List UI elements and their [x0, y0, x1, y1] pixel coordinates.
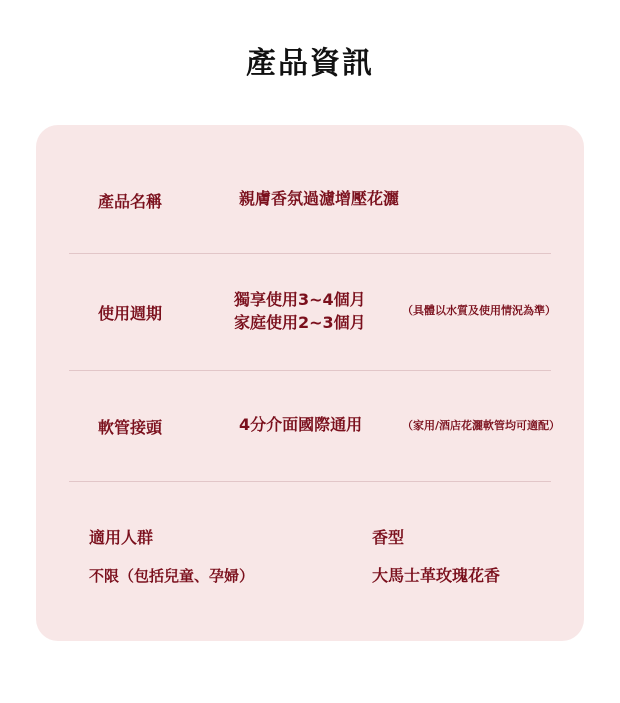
product-info-card: [36, 125, 584, 641]
target-users-value: 不限（包括兒童、孕婦）: [89, 567, 255, 585]
usage-period-value-line1: 獨享使用3~4個月: [234, 290, 366, 309]
usage-period-note: （具體以水質及使用情況為準）: [402, 304, 556, 317]
usage-period-label: 使用週期: [98, 304, 163, 323]
target-users-label: 適用人群: [89, 528, 154, 547]
usage-period-value-line2: 家庭使用2~3個月: [234, 313, 366, 332]
fragrance-label: 香型: [372, 528, 405, 547]
product-name-label: 產品名稱: [98, 192, 163, 211]
divider-3: [69, 481, 551, 482]
divider-2: [69, 370, 551, 371]
fragrance-value: 大馬士革玫瑰花香: [372, 566, 501, 585]
page-title: 產品資訊: [246, 46, 374, 81]
hose-connector-note: （家用/酒店花灑軟管均可適配）: [402, 419, 561, 432]
hose-connector-value: 4分介面國際通用: [239, 415, 363, 434]
product-name-value: 親膚香氛過濾增壓花灑: [239, 189, 400, 208]
divider-1: [69, 253, 551, 254]
hose-connector-label: 軟管接頭: [98, 418, 163, 437]
